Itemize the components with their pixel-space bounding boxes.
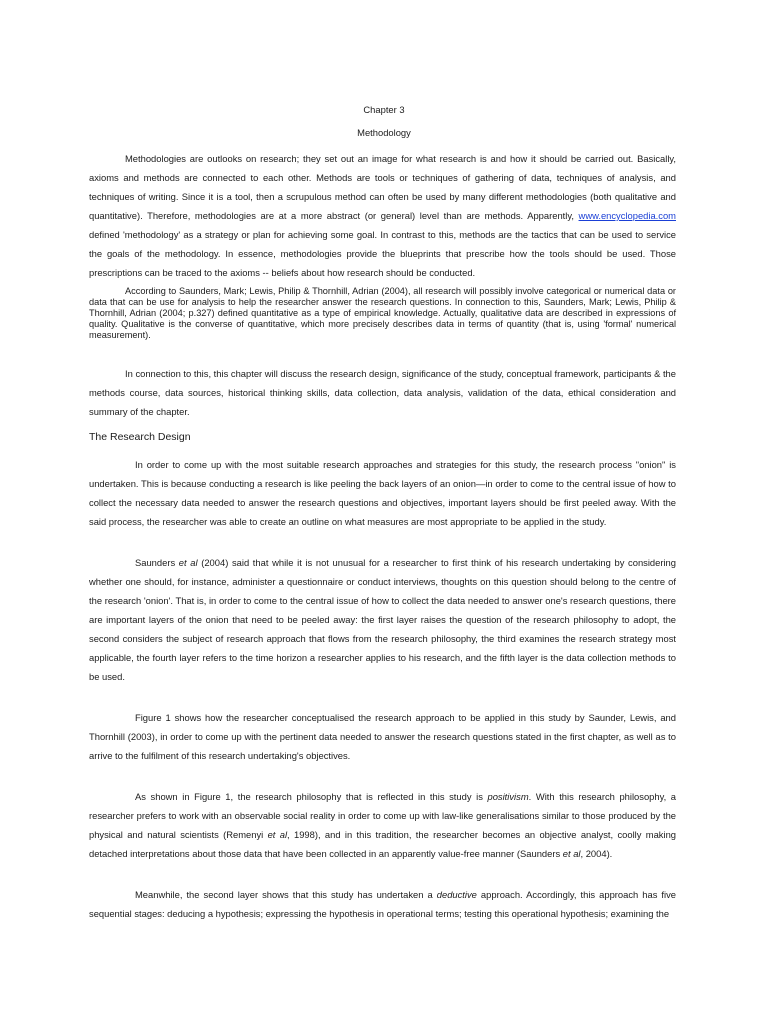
paragraph-text: (2004) said that while it is not unusual for a researcher to first think of his research undertaking by considering whether one should, for instance, administer a questionnaire or conduct interviews, thoughts on this question should belong to the centre of the research 'onion'. That is, in order to come to the central issue of how to collect the data needed to answer one's research questions, there are important layers of the onion that need to be peeled away: the first layer raises the question of the research philosophy to adopt, the second considers the subject of research approach that flows from the research philosophy, the third examines the research strategy most applicable, the fourth layer refers to the time horizon a researcher applies to his research, and the fifth layer is the data collection methods to be used. — [89, 557, 676, 682]
paragraph-text: approach. Accordingly, this approach has five sequential stages: deducing a hypothesis; expressing the hypothesis in operational terms; testing this operational hypothesis; examining the — [89, 889, 677, 919]
paragraph-text: defined 'methodology' as a strategy or plan for achieving some goal. In contrast to this, methods are the tactics that can be used to service the goals of the methodology. In essence, methodologies provide the blueprints that prescribe how the tools should be used. Those prescriptions can be traced to the axioms -- beliefs about how research should be conducted. — [89, 229, 676, 278]
paragraph-figure-1: Figure 1 shows how the researcher conceptualised the research approach to be applied in this study by Saunder, Lewis, and Thornhill (2003), in order to come up with the pertinent data needed to answer the research questions stated in the first chapter, as well as to arrive to the fulfilment of this research undertaking's objectives. — [89, 712, 676, 761]
paragraph-text: As shown in Figure 1, the research philosophy that is reflected in this study is — [135, 791, 488, 802]
italic-text: et al — [178, 557, 198, 568]
paragraph-positivism — [89, 787, 676, 863]
italic-text: et al — [267, 829, 288, 840]
page-title: Methodology — [357, 127, 411, 138]
encyclopedia-link[interactable]: www.encyclopedia.com — [578, 210, 676, 221]
paragraph-text: , 1998), and in this tradition, the researcher becomes an objective analyst, coolly making detached interpretations about those data that have been collected in an apparently value-free manner (Saunders — [89, 829, 677, 859]
paragraph-text: Meanwhile, the second layer shows that this study has undertaken a — [135, 889, 437, 900]
italic-text: et al — [562, 848, 581, 859]
section-heading: The Research Design — [89, 431, 191, 443]
paragraph-chapter-overview: In connection to this, this chapter will discuss the research design, significance of the study, conceptual framework, participants & the methods course, data sources, historical thinking skills, data collection, data analysis, validation of the data, ethical consideration and summary of the chapter. — [89, 368, 676, 417]
paragraph-text: , 2004). — [580, 848, 613, 859]
paragraph-text: . With this research philosophy, a researcher prefers to work with an observable social reality in order to come up with law-like generalisations similar to those produced by the physical and natural scientists (Remenyi — [89, 791, 677, 840]
paragraph-text: Saunders — [135, 557, 179, 568]
paragraph-saunders-layers — [89, 553, 676, 686]
paragraph-methodologies — [89, 149, 676, 282]
italic-text: deductive — [436, 889, 477, 900]
chapter-label: Chapter 3 — [363, 104, 405, 115]
paragraph-research-onion: In order to come up with the most suitable research approaches and strategies for this study, the research process "onion" is undertaken. This is because conducting a research is like peeling the back layers of an onion—in order to come to the central issue of how to collect the necessary data needed to answer the research questions and objectives, important layers should be first peeled away. With the said process, the researcher was able to create an outline on what measures are most appropriate to be applied in the study. — [89, 459, 676, 527]
italic-text: positivism — [487, 791, 529, 802]
paragraph-saunders-definition: According to Saunders, Mark; Lewis, Philip & Thornhill, Adrian (2004), all research will possibly involve categorical or numerical data or data that can be use for analysis to help the researcher answer the research questions. In connection to this, Saunders, Mark; Lewis, Philip & Thornhill, Adrian (2004; p.327) defined quantitative as a type of empirical knowledge. Actually, qualitative data are described in expressions of quality. Qualitative is the converse of quantitative, which more precisely describes data in terms of quantity (that is, using 'formal' numerical measurement). — [89, 286, 676, 340]
paragraph-deductive — [89, 885, 676, 923]
paragraph-text: Methodologies are outlooks on research; they set out an image for what research is and how it should be carried out. Basically, axioms and methods are connected to each other. Methods are tools or techniques of gathering of data, techniques of analysis, and techniques of writing. Since it is a tool, then a scrupulous method can often be used by many different methodologies (both qualitative and quantitative). Therefore, methodologies are at a more abstract (or general) level than are methods. Apparently, — [89, 153, 676, 221]
